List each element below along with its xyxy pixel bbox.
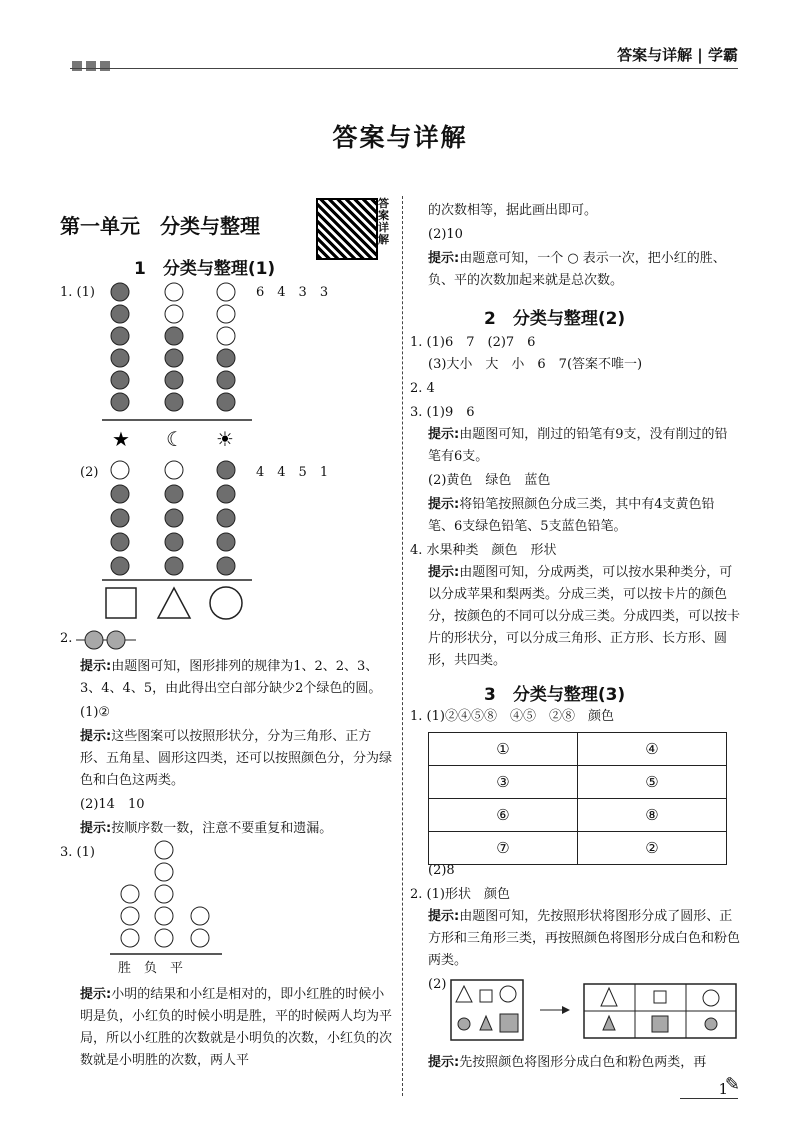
q3-label: 3. (1) xyxy=(60,845,95,860)
q3-chart xyxy=(106,836,226,962)
section-2-title: 2 分类与整理(2) xyxy=(484,309,626,329)
q3-2-hint: 提示:由题意可知，一个 ○ 表示一次，把小红的胜、负、平的次数加起来就是总次数。 xyxy=(428,251,726,288)
s3-q2b-hint: 提示:先按照颜色将图形分成白色和粉色两类，再 xyxy=(428,1055,707,1070)
s2-q3-hint: 提示:由题图可知，削过的铅笔有9支，没有削过的铅笔有6支。 xyxy=(428,427,728,464)
q1-2-circles xyxy=(96,458,256,628)
q1-2-counts: 4 4 5 1 xyxy=(256,465,329,480)
pencil-icon: ✎ xyxy=(724,1074,740,1095)
star-icon: ★ xyxy=(112,427,130,451)
q1-1-circles xyxy=(96,280,256,480)
table-row: ⑦ ② xyxy=(429,832,727,865)
s3-q2: 2. (1)形状 颜色 xyxy=(410,887,510,902)
q2-1-answer: (1)② xyxy=(80,705,111,720)
table-row: ① ④ xyxy=(429,733,727,766)
s3-q2-hint: 提示:由题图可知，先按照形状将图形分成了圆形、正方形和三角形三类，再按照颜色将图形分成白色和粉色两类。 xyxy=(428,909,741,968)
s2-q4: 4. 水果种类 颜色 形状 xyxy=(410,543,557,558)
q1-1-label: 1. (1) xyxy=(60,285,95,300)
qr-label: 答案详解 xyxy=(378,197,389,246)
footer-rule xyxy=(680,1098,738,1099)
q3-axis-labels: 胜 负 平 xyxy=(118,961,184,976)
header-decoration xyxy=(72,56,114,75)
table-row: ③ ⑤ xyxy=(429,766,727,799)
section-3-title: 3 分类与整理(3) xyxy=(484,685,626,705)
q3-hint: 提示:小明的结果和小红是相对的，即小红胜的时候小明是负，小红负的时候小明是胜，平的时候两人均为平局，所以小红胜的次数就是小明负的次数，小红负的次数就是小明胜的次数，两人平 xyxy=(80,987,393,1068)
moon-icon: ☾ xyxy=(166,427,184,451)
q2-1-hint: 提示:这些图案可以按照形状分，分为三角形、正方形、五角星、圆形这四类，还可以按照颜色分，分为绿色和白色这两类。 xyxy=(80,729,393,788)
s2-q3b-hint: 提示:将铅笔按照颜色分成三类，其中有4支黄色铅笔、6支绿色铅笔、5支蓝色铅笔。 xyxy=(428,497,715,534)
section-1-title: 1 分类与整理(1) xyxy=(134,259,276,279)
page-number: 1 xyxy=(718,1080,728,1098)
classification-diagram xyxy=(450,978,740,1048)
s3-q1: 1. (1)②④⑤⑧ ④⑤ ②⑧ 颜色 xyxy=(410,709,614,724)
right-continuation: 的次数相等，据此画出即可。 xyxy=(428,203,598,218)
triangle-icon xyxy=(158,588,190,618)
q2-2-hint: 提示:按顺序数一数，注意不要重复和遗漏。 xyxy=(80,821,333,836)
sun-icon: ☀ xyxy=(216,427,234,451)
unit-heading: 第一单元 分类与整理 xyxy=(60,214,260,238)
circle-icon xyxy=(210,587,242,619)
s2-q2: 2. 4 xyxy=(410,381,435,396)
answer-table xyxy=(428,732,727,865)
square-icon xyxy=(106,588,136,618)
q1-2-label: (2) xyxy=(80,465,99,480)
q2-circles xyxy=(74,628,138,652)
s2-q1a: 1. (1)6 7 (2)7 6 xyxy=(410,335,536,350)
q1-1-counts: 6 4 3 3 xyxy=(256,285,329,300)
header-rule xyxy=(70,68,738,69)
q2-hint: 提示:由题图可知，图形排列的规律为1、2、2、3、3、4、4、5，由此得出空白部分缺少2个绿色的圆。 xyxy=(80,659,382,696)
s2-q1b: (3)大小 大 小 6 7(答案不唯一) xyxy=(428,357,643,372)
q2-2-answer: (2)14 10 xyxy=(80,797,145,812)
s3-q1b: (2)8 xyxy=(428,863,455,878)
qr-code[interactable] xyxy=(316,198,378,260)
column-divider xyxy=(402,196,403,1096)
q3-2-answer: (2)10 xyxy=(428,227,463,242)
s2-q3: 3. (1)9 6 xyxy=(410,405,475,420)
table-row: ⑥ ⑧ xyxy=(429,799,727,832)
s3-q2b: (2) xyxy=(428,977,447,992)
s2-q4-hint: 提示:由题图可知，分成两类，可以按水果种类分，可以分成苹果和梨两类。分成三类，可以按卡片的颜色分，按颜色的不同可以分成三类。分成四类，可以按卡片的形状分，可以分成三角形、正方形、长方形、圆形，共四类。 xyxy=(428,565,741,668)
s2-q3b: (2)黄色 绿色 蓝色 xyxy=(428,473,551,488)
q2-label: 2. xyxy=(60,631,73,646)
header-label: 答案与详解 | 学霸 xyxy=(617,46,738,64)
page-title: 答案与详解 xyxy=(332,123,468,152)
